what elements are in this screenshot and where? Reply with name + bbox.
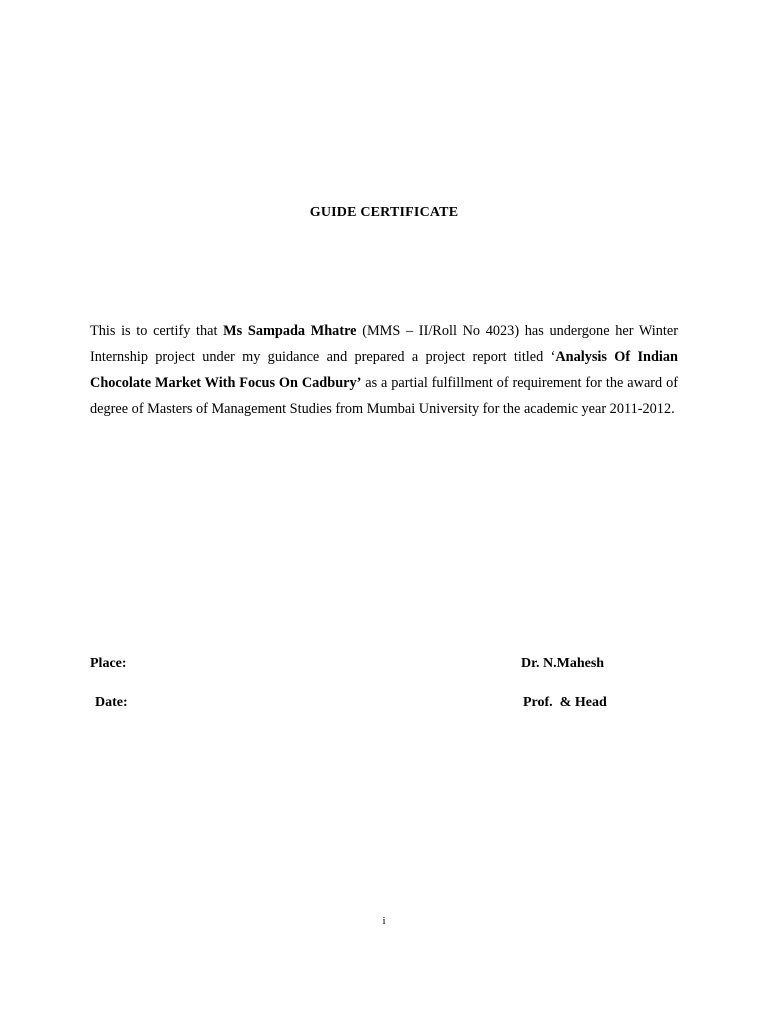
certificate-title: GUIDE CERTIFICATE [309,205,459,220]
certificate-body [90,318,678,422]
student-name: Ms Sampada Mhatre [223,323,357,339]
body-intro: This is to certify that [90,323,224,339]
guide-designation: Prof. & Head [523,695,607,710]
body-part-3: as a partial fulfillment of requirement for the award of degree of Masters of Management Studies from Mumbai University for the academic year 2011-2012. [90,375,678,417]
project-title: Analysis Of Indian Chocolate Market With Focus On Cadbury’ [90,349,678,391]
guide-name: Dr. N.Mahesh [521,656,605,671]
date-label: Date: [95,695,128,710]
place-label: Place: [90,656,127,671]
page-number: i [382,915,386,927]
body-part-2: (MMS – II/Roll No 4023) has undergone her Winter Internship project under my guidance and prepared a project report titled ‘ [90,323,678,365]
